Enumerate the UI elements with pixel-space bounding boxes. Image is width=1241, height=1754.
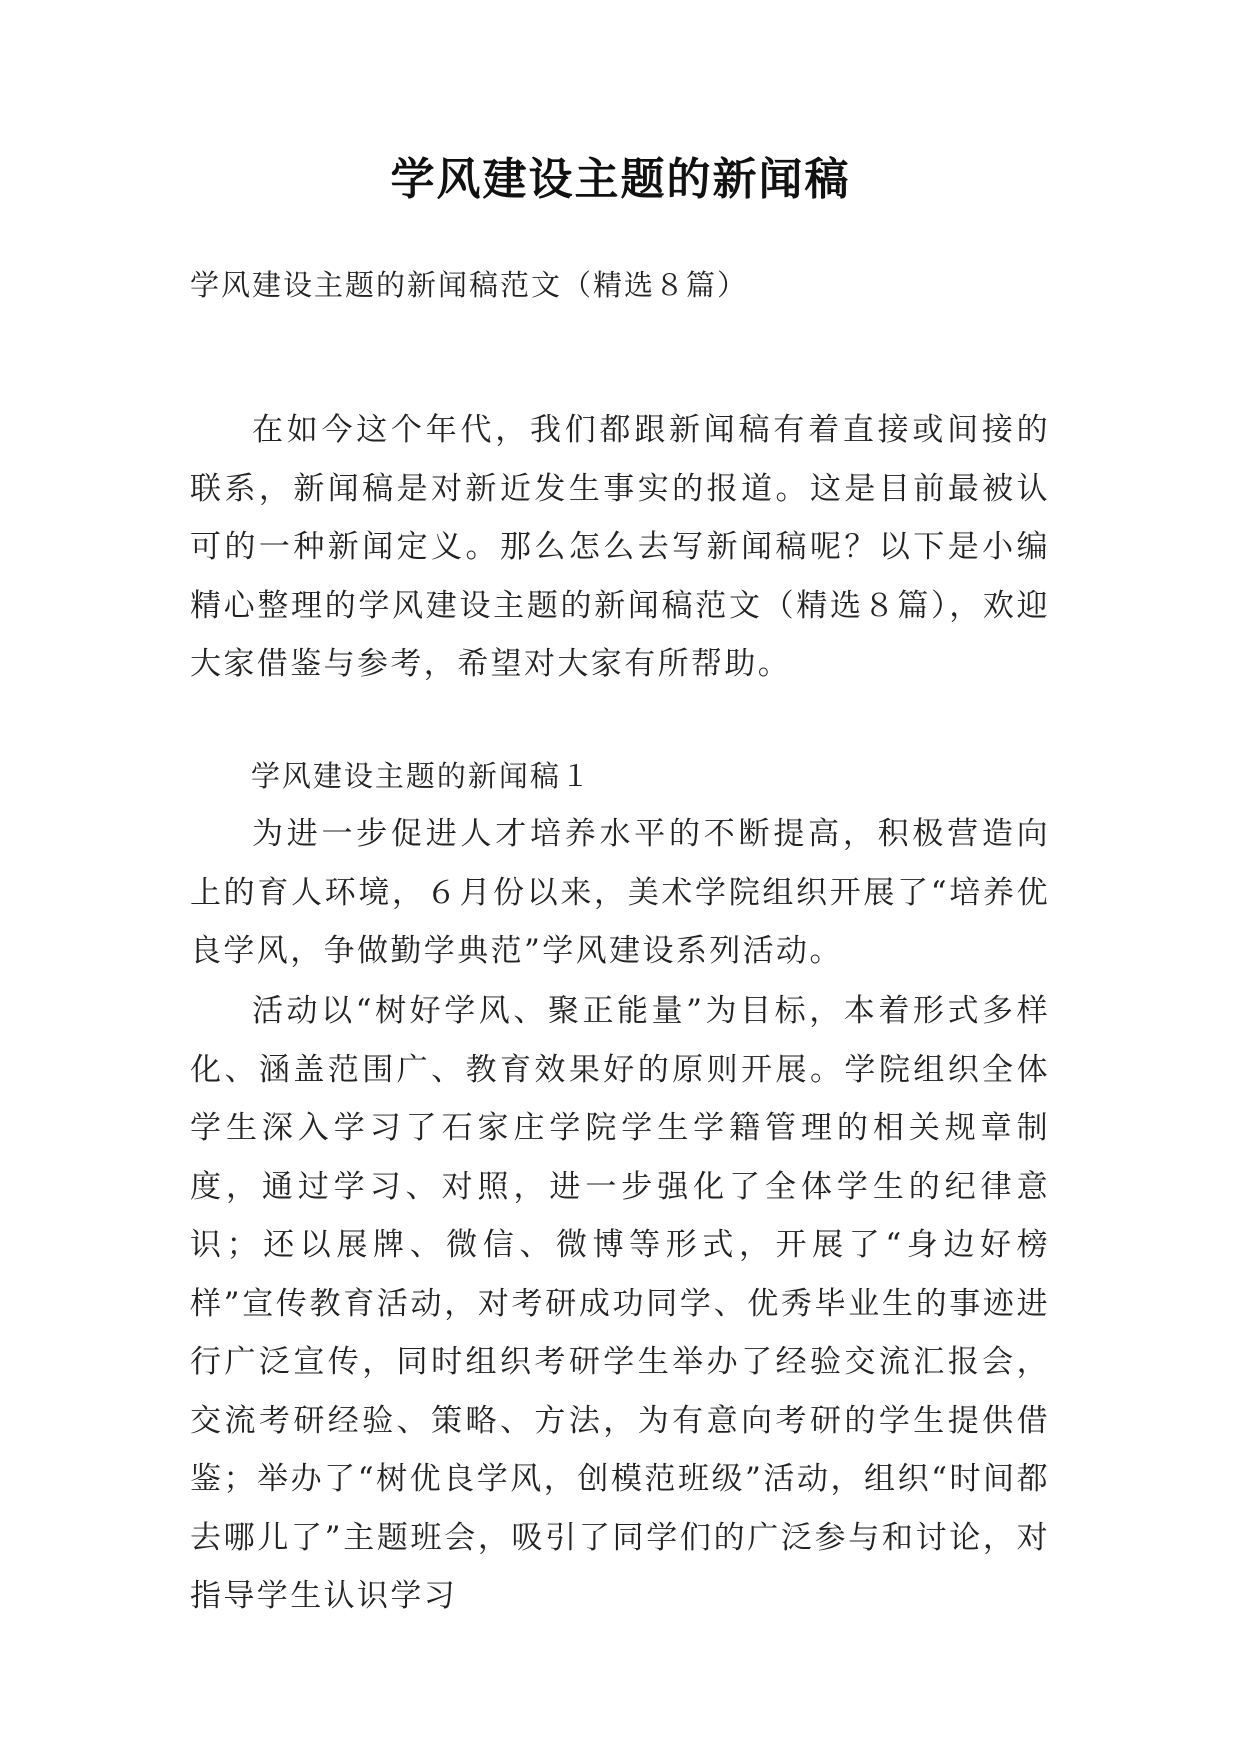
document-subtitle: 学风建设主题的新闻稿范文（精选８篇） (190, 268, 749, 302)
section-heading: 学风建设主题的新闻稿１ (250, 759, 592, 793)
document-title: 学风建设主题的新闻稿 (390, 154, 851, 205)
intro-paragraph: 在如今这个年代，我们都跟新闻稿有着直接或间接的联系，新闻稿是对新近发生事实的报道。这是目前最被认可的一种新闻定义。那么怎么去写新闻稿呢？以下是小编精心整理的学风建设主题的新闻稿范文（精选８篇），欢迎大家借鉴与参考，希望对大家有所帮助。 (190, 412, 1050, 682)
body-paragraph: 活动以“树好学风、聚正能量”为目标，本着形式多样化、涵盖范围广、教育效果好的原则开展。学院组织全体学生深入学习了石家庄学院学生学籍管理的相关规章制度，通过学习、对照，进一步强化了全体学生的纪律意识；还以展牌、微信、微博等形式，开展了“身边好榜样”宣传教育活动，对考研成功同学、优秀毕业生的事迹进行广泛宣传，同时组织考研学生举办了经验交流汇报会，交流考研经验、策略、方法，为有意向考研的学生提供借鉴；举办了“树优良学风，创模范班级”活动，组织“时间都去哪儿了”主题班会，吸引了同学们的广泛参与和讨论，对指导学生认识学习 (190, 993, 1050, 1614)
body-paragraph: 为进一步促进人才培养水平的不断提高，积极营造向上的育人环境，６月份以来，美术学院组织开展了“培养优良学风，争做勤学典范”学风建设系列活动。 (190, 816, 1050, 969)
